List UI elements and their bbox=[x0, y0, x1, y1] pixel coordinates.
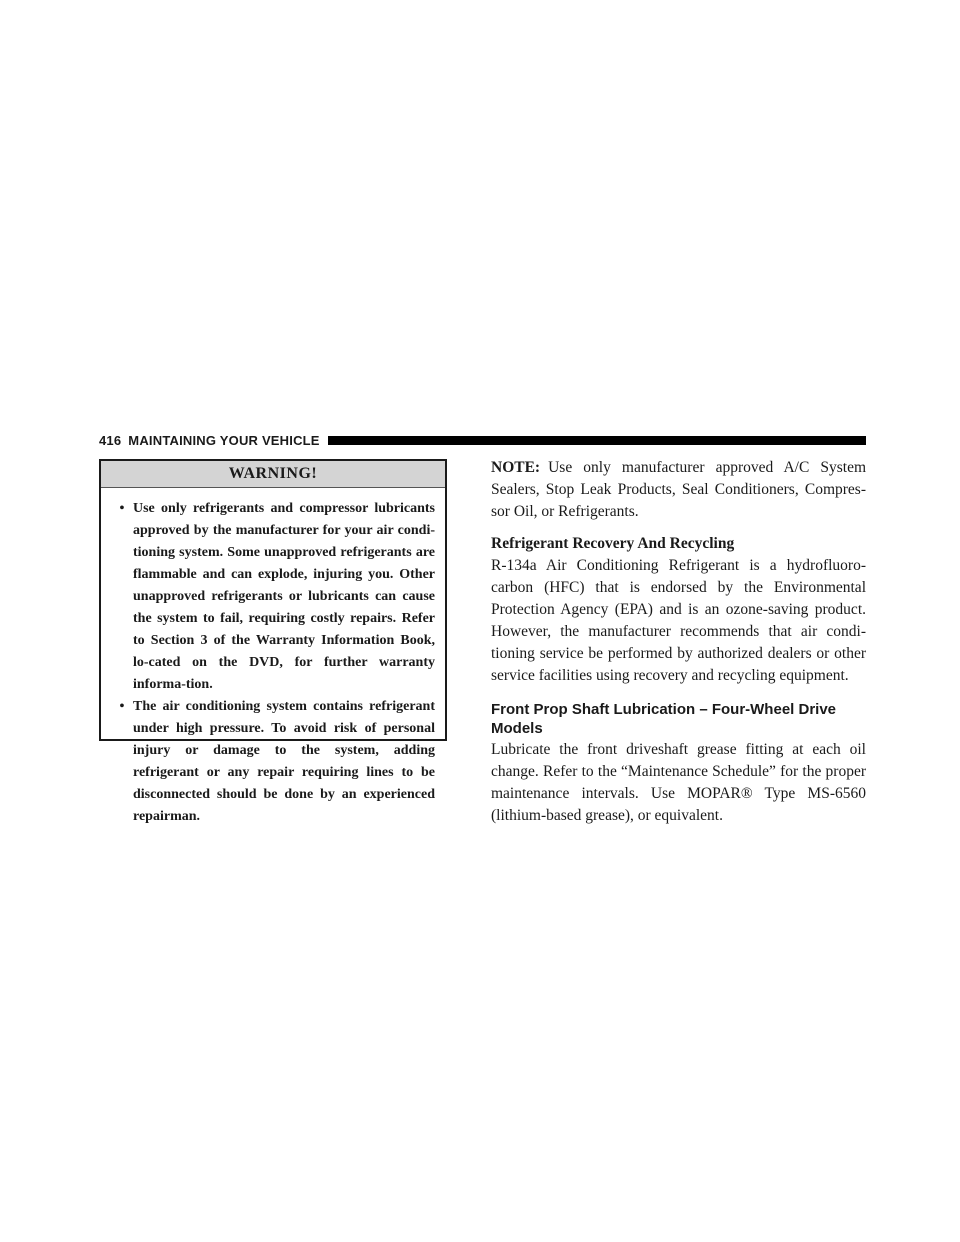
recovery-heading: Refrigerant Recovery And Recycling bbox=[491, 535, 735, 552]
bullet-icon: • bbox=[119, 699, 125, 714]
prop-shaft-heading-line2: Models bbox=[491, 720, 543, 737]
header-rule bbox=[328, 436, 866, 445]
note-label: NOTE: bbox=[491, 459, 541, 476]
note-paragraph bbox=[491, 457, 866, 523]
warning-text: The air conditioning system contains refrigerant under high pressure. To avoid risk of personal injury or damage to the system, adding refrigerant or any repair requiring lines to be disconnected should be done by an experienced repairman. bbox=[133, 699, 435, 824]
section-title: MAINTAINING YOUR VEHICLE bbox=[128, 432, 320, 448]
note-text: Use only manufacturer approved A/C System Sealers, Stop Leak Products, Seal Conditioners, Compres-sor Oil, or Refrigerants. bbox=[491, 459, 866, 520]
page-header bbox=[99, 430, 866, 450]
prop-shaft-body: Lubricate the front driveshaft grease fitting at each oil change. Refer to the “Maintenance Schedule” for the proper maintenance intervals. Use MOPAR® Type MS-6560 (lithium-based grease), or equivalent. bbox=[491, 741, 866, 824]
right-column bbox=[491, 457, 866, 827]
bullet-icon: • bbox=[119, 501, 125, 516]
warning-title: WARNING! bbox=[101, 461, 445, 488]
recovery-body: R-134a Air Conditioning Refrigerant is a hydrofluoro-carbon (HFC) that is endorsed by the Environmental Protection Agency (EPA) and is an ozone-saving product. However, the manufacturer recommends that air condi-tioning service be performed by authorized dealers or other service facilities using recovery and recycling equipment. bbox=[491, 557, 866, 684]
warning-box bbox=[99, 459, 447, 824]
warning-text: Use only refrigerants and compressor lubricants approved by the manufacturer for your air condi-tioning system. Some unapproved refrigerants are flammable and can explode, injuring you. Other unapproved refrigerants or lubricants can cause the system to fail, requiring costly repairs. Refer to Section 3 of the Warranty Information Book, lo-cated on the DVD, for further warranty informa-tion. bbox=[133, 501, 435, 692]
page-number: 416 bbox=[99, 432, 122, 448]
warning-item bbox=[111, 498, 435, 696]
warning-list bbox=[101, 488, 445, 828]
warning-item bbox=[111, 696, 435, 828]
prop-shaft-heading bbox=[491, 700, 866, 738]
prop-shaft-heading-line1: Front Prop Shaft Lubrication – Four-Wheel Drive bbox=[491, 701, 837, 718]
